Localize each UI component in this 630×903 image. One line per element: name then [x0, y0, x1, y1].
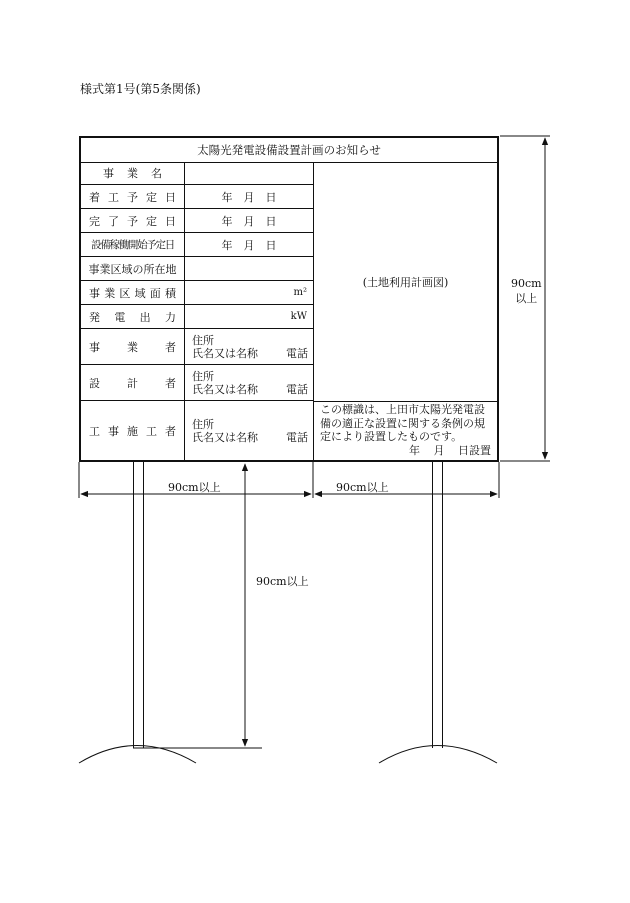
- width-right-label: 90cm以上: [336, 481, 389, 494]
- right-ground-mound: [379, 746, 497, 764]
- label-project-location: 事業区域の所在地: [81, 257, 185, 281]
- width-left-label: 90cm以上: [168, 481, 221, 494]
- install-day: 日設置: [458, 443, 491, 457]
- value-start-date: 年 月 日: [185, 185, 314, 209]
- value-power-output: kW: [185, 305, 314, 329]
- operator-phone: 電話: [286, 346, 308, 360]
- value-completion-date: 年 月 日: [185, 209, 314, 233]
- operator-name: 氏名又は名称: [192, 346, 258, 360]
- designer-name: 氏名又は名称: [192, 382, 258, 396]
- value-project-area: m²: [185, 281, 314, 305]
- label-project-area: 事業区域面積: [81, 281, 185, 305]
- label-contractor: 工事施工者: [81, 401, 185, 460]
- label-designer: 設計者: [81, 365, 185, 401]
- designer-address: 住所: [192, 369, 214, 383]
- label-project-name: 事業名: [81, 162, 185, 185]
- contractor-name: 氏名又は名称: [192, 430, 258, 444]
- operator-address: 住所: [192, 333, 214, 347]
- label-power-output: 発電出力: [81, 305, 185, 329]
- notice-text: この標識は、上田市太陽光発電設備の適正な設置に関する条例の規定により設置したものです。: [320, 403, 485, 443]
- land-use-plan-label: (土地利用計画図): [362, 275, 449, 289]
- install-month: 月: [433, 443, 445, 457]
- label-operation-start-date: 設備稼働開始予定日: [81, 233, 185, 257]
- label-operator: 事業者: [81, 329, 185, 365]
- form-label: 様式第1号(第5条関係): [80, 82, 201, 96]
- install-year: 年: [409, 443, 420, 457]
- contractor-phone: 電話: [286, 430, 308, 444]
- height-dimension-label: 90cm 以上: [511, 277, 542, 305]
- value-operation-start-date: 年 月 日: [185, 233, 314, 257]
- leg-height-label: 90cm以上: [256, 575, 309, 588]
- label-start-date: 着工予定日: [81, 185, 185, 209]
- designer-phone: 電話: [286, 382, 308, 396]
- contractor-address: 住所: [192, 417, 214, 431]
- sign-title: 太陽光発電設備設置計画のお知らせ: [81, 138, 497, 163]
- label-completion-date: 完了予定日: [81, 209, 185, 233]
